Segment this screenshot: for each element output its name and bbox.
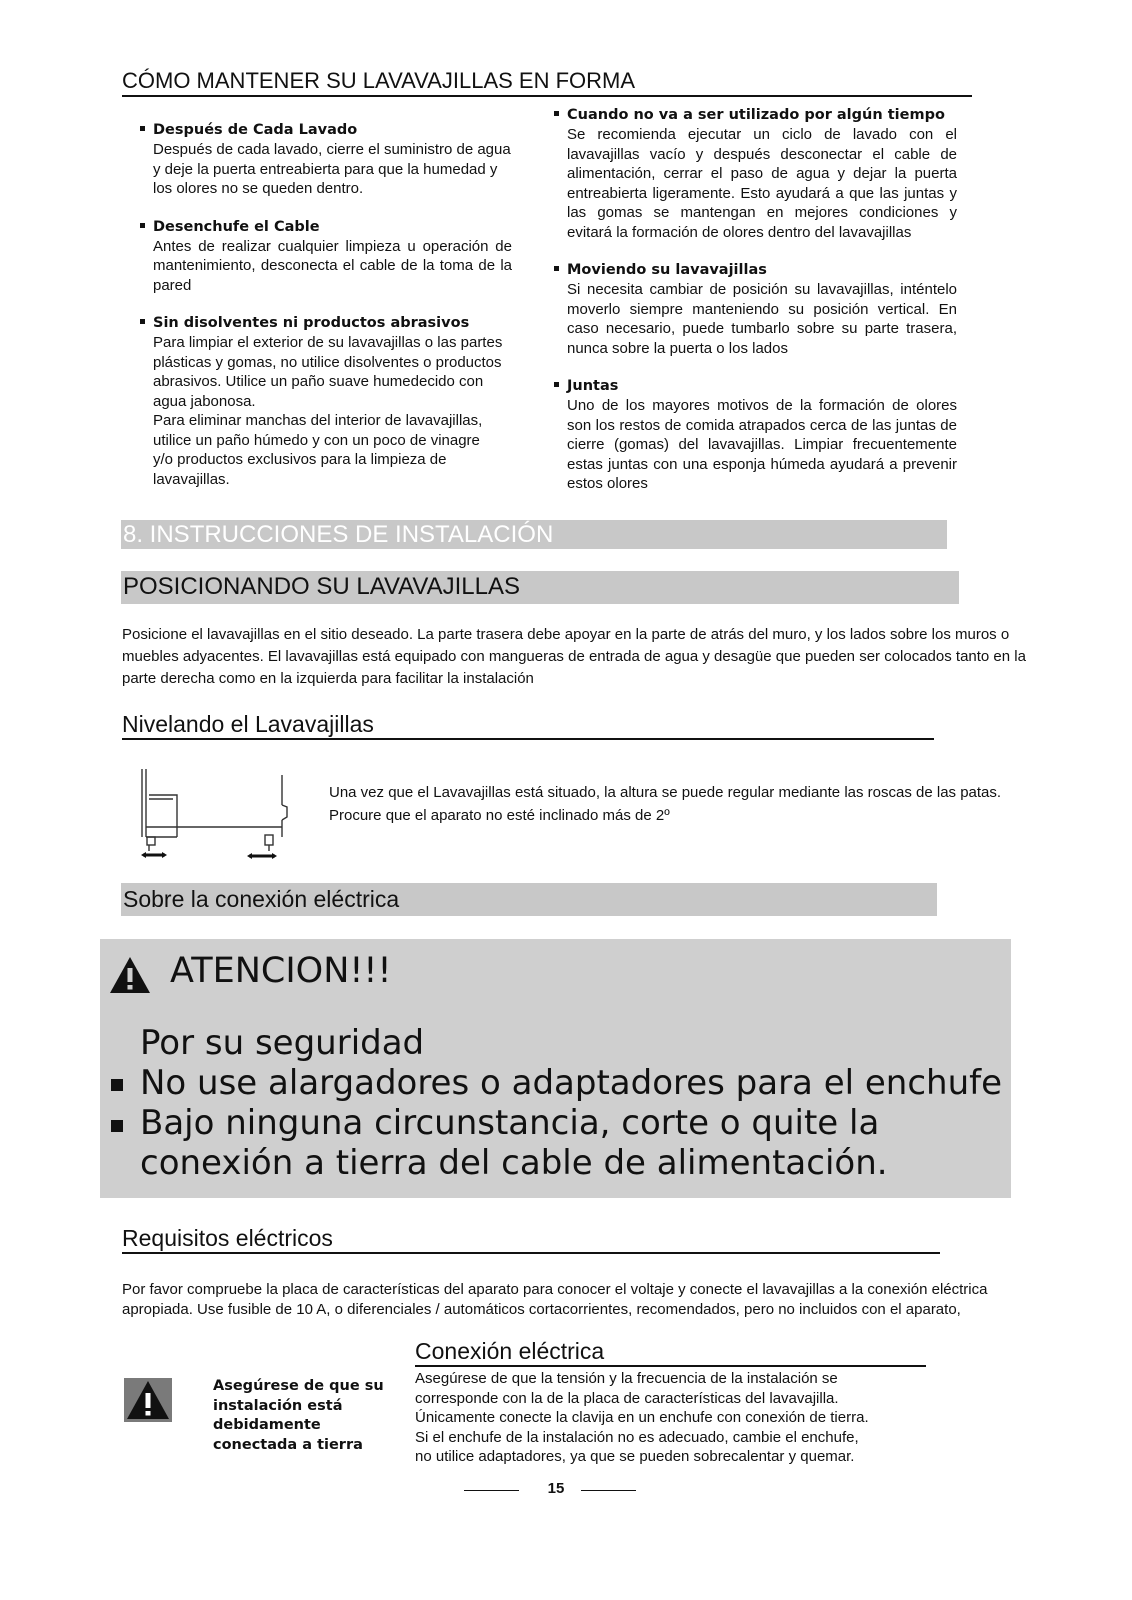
connection-line-1: Asegúrese de que la tensión y la frecuencia de la instalación se xyxy=(415,1370,838,1387)
item-after-wash-title: Después de Cada Lavado xyxy=(140,121,512,140)
warning-line-safety: Por su seguridad xyxy=(140,1023,425,1063)
warning-box xyxy=(100,939,1011,1198)
warning-bullet-ground-line-2: conexión a tierra del cable de alimentación. xyxy=(140,1143,888,1183)
leveling-text: Una vez que el Lavavajillas está situado, la altura se puede regular mediante las roscas de las patas. Procure que el aparato no esté inclinado más de 2º xyxy=(329,784,1002,824)
electric-connection-heading: Sobre la conexión eléctrica xyxy=(121,883,937,916)
warning-bullet-ground-line-1: Bajo ninguna circunstancia, corte o quite la xyxy=(140,1103,880,1143)
connection-text xyxy=(415,1369,955,1467)
maintenance-heading: CÓMO MANTENER SU LAVAVAJILLAS EN FORMA xyxy=(122,68,972,97)
item-storage-title: Cuando no va a ser utilizado por algún tiempo xyxy=(554,106,957,125)
section-8-title: 8. INSTRUCCIONES DE INSTALACIÓN xyxy=(121,520,947,549)
bullet-square-icon xyxy=(140,126,145,131)
item-storage-text: Se recomienda ejecutar un ciclo de lavado con el lavavajillas vacío y después desconectar el cable de alimentación, cerrar el paso de agua y dejar la puerta entreabierta ligeramente. Esto ayudará a que las juntas y las gomas se mantengan en mejores condiciones y evitará la formación de olores dentro del lavavajillas xyxy=(567,126,957,241)
maintenance-right-column xyxy=(554,106,957,494)
ground-warning-icon xyxy=(124,1378,172,1422)
ground-note-line-1: Asegúrese de que su xyxy=(213,1378,384,1394)
connection-line-2: corresponde con la de la placa de características del lavavajilla. xyxy=(415,1389,839,1407)
positioning-text: Posicione el lavavajillas en el sitio deseado. La parte trasera debe apoyar en la parte de atrás del muro, y los lados sobre los muros o muebles adyacentes. El lavavajillas está equipado con mangueras de entrada de agua y desagüe que pueden ser colocados tanto en la parte derecha como en la izquierda para facilitar la instalación xyxy=(122,626,1026,687)
maintenance-left-column xyxy=(140,121,512,489)
item-seals-text: Uno de los mayores motivos de la formación de olores son los restos de comida atrapados cerca de las juntas de cierre (gomas) del lavavajillas. Limpiar frecuentemente estas juntas con una esponja húmeda ayudará a prevenir estos olores xyxy=(567,397,957,492)
connection-heading: Conexión eléctrica xyxy=(415,1338,926,1367)
ground-note xyxy=(213,1377,384,1455)
warning-bullet-no-extensions: No use alargadores o adaptadores para el enchufe xyxy=(140,1063,1003,1103)
ground-note-line-4: conectada a tierra xyxy=(213,1436,363,1453)
page-number-rule-left xyxy=(464,1490,519,1491)
positioning-heading: POSICIONANDO SU LAVAVAJILLAS xyxy=(121,571,959,604)
bullet-square-icon xyxy=(554,382,559,387)
dishwasher-leveling-diagram-icon xyxy=(137,765,297,865)
requirements-text: Por favor compruebe la placa de características del aparato para conocer el voltaje y conecte el lavavajillas a la conexión eléctrica apropiada. Use fusible de 10 A, o diferenciales / automáticos cortacorrientes, recomendados, pero no incluidos con el aparato, xyxy=(122,1281,988,1318)
warning-bullet-1-icon xyxy=(111,1079,123,1091)
connection-line-4: Si el enchufe de la instalación no es adecuado, cambie el enchufe, xyxy=(415,1428,859,1446)
requirements-heading: Requisitos eléctricos xyxy=(122,1225,940,1254)
item-moving-text: Si necesita cambiar de posición su lavavajillas, inténtelo moverlo siempre manteniendo su posición vertical. En caso necesario, puede tumbarlo sobre su parte trasera, nunca sobre la puerta o los lados xyxy=(567,281,957,357)
page-number-rule-right xyxy=(581,1490,636,1491)
item-after-wash-text: Después de cada lavado, cierre el suministro de agua y deje la puerta entreabierta para que la humedad y los olores no se queden dentro. xyxy=(153,141,511,197)
bullet-square-icon xyxy=(140,223,145,228)
bullet-square-icon xyxy=(554,266,559,271)
connection-line-5: no utilice adaptadores, ya que se pueden sobrecalentar y quemar. xyxy=(415,1448,855,1465)
item-no-solvents-title: Sin disolventes ni productos abrasivos xyxy=(140,314,512,333)
item-no-solvents-text-2: Para eliminar manchas del interior de lavavajillas, utilice un paño húmedo y con un poco de vinagre y/o productos exclusivos para la limpieza de lavavajillas. xyxy=(153,412,483,488)
bullet-square-icon xyxy=(140,319,145,324)
warning-title: ATENCION!!! xyxy=(170,951,392,991)
item-unplug-title: Desenchufe el Cable xyxy=(140,218,512,237)
item-unplug-text: Antes de realizar cualquier limpieza u operación de mantenimiento, desconecta el cable de la toma de la pared xyxy=(153,237,512,294)
page-number: 15 xyxy=(547,1480,565,1497)
warning-bullet-2-icon xyxy=(111,1120,123,1132)
ground-note-line-2: instalación está xyxy=(213,1397,343,1414)
ground-note-line-3: debidamente xyxy=(213,1417,321,1433)
item-seals-title: Juntas xyxy=(554,377,957,396)
leveling-heading: Nivelando el Lavavajillas xyxy=(122,711,934,740)
item-moving-title: Moviendo su lavavajillas xyxy=(554,261,957,280)
warning-triangle-icon xyxy=(109,955,151,995)
connection-line-3: Únicamente conecte la clavija en un enchufe con conexión de tierra. xyxy=(415,1409,869,1426)
bullet-square-icon xyxy=(554,111,559,116)
item-no-solvents-text: Para limpiar el exterior de su lavavajillas o las partes plásticas y gomas, no utilice disolventes o productos abrasivos. Utilice un paño suave humedecido con agua jabonosa. xyxy=(153,334,503,410)
